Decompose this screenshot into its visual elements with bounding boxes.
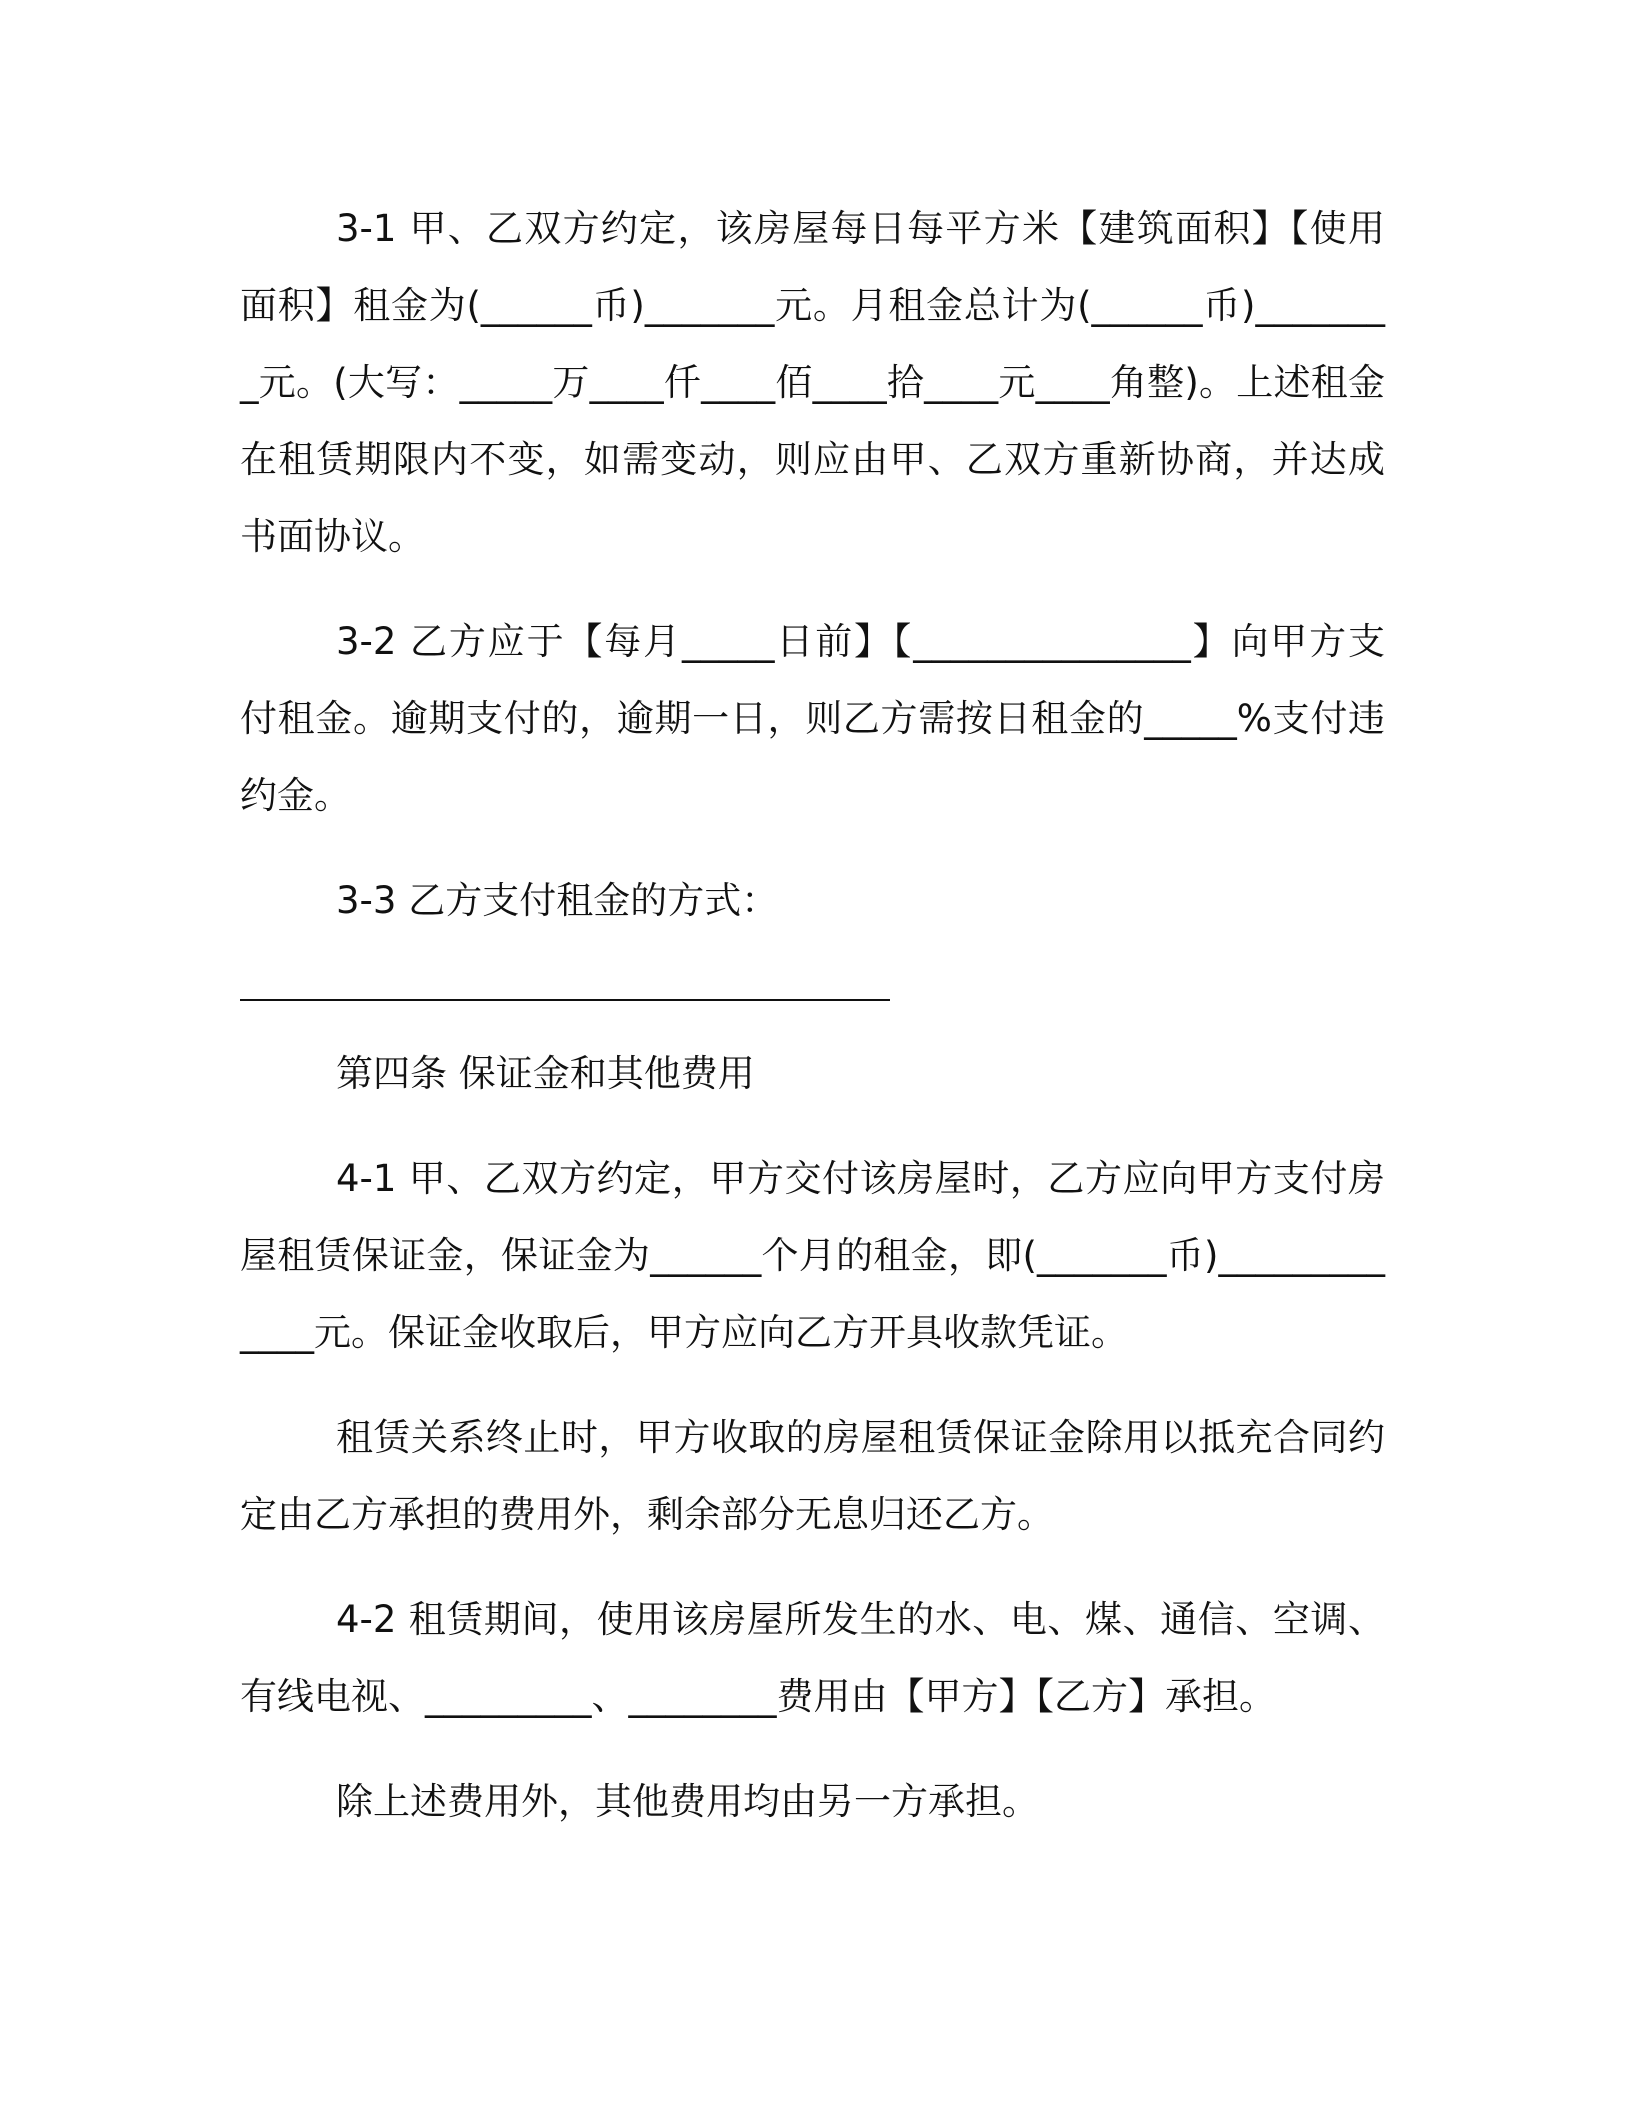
contract-body: [240, 190, 1385, 1840]
clause-4-2-paragraph: 4-2 租赁期间，使用该房屋所发生的水、电、煤、通信、空调、有线电视、_________、________费用由【甲方】【乙方】承担。: [240, 1598, 1385, 1718]
article-4-heading: 第四条 保证金和其他费用: [336, 1052, 755, 1095]
payment-method-blank-line: [240, 967, 890, 1007]
clause-3-2-paragraph: 3-2 乙方应于【每月_____日前】【_______________】向甲方支付租金。逾期支付的，逾期一日，则乙方需按日租金的_____%支付违约金。: [240, 620, 1385, 817]
other-fees-paragraph: 除上述费用外，其他费用均由另一方承担。: [336, 1780, 1039, 1823]
clause-4-1-paragraph: 4-1 甲、乙双方约定，甲方交付该房屋时，乙方应向甲方支付房屋租赁保证金，保证金为______个月的租金，即(_______币)_____________元。保证金收取后，甲方应向乙方开具收款凭证。: [240, 1157, 1385, 1354]
clause-3-1-paragraph: 3-1 甲、乙双方约定，该房屋每日每平方米【建筑面积】【使用面积】租金为(______币)_______元。月租金总计为(______币)________元。(大写：_____万____仟____佰____拾____元____角整)。上述租金在租赁期限内不变，如需变动，则应由甲、乙双方重新协商，并达成书面协议。: [240, 207, 1385, 558]
clause-3-3-paragraph: 3-3 乙方支付租金的方式：: [336, 879, 779, 922]
deposit-return-paragraph: 租赁关系终止时，甲方收取的房屋租赁保证金除用以抵充合同约定由乙方承担的费用外，剩余部分无息归还乙方。: [240, 1416, 1385, 1536]
